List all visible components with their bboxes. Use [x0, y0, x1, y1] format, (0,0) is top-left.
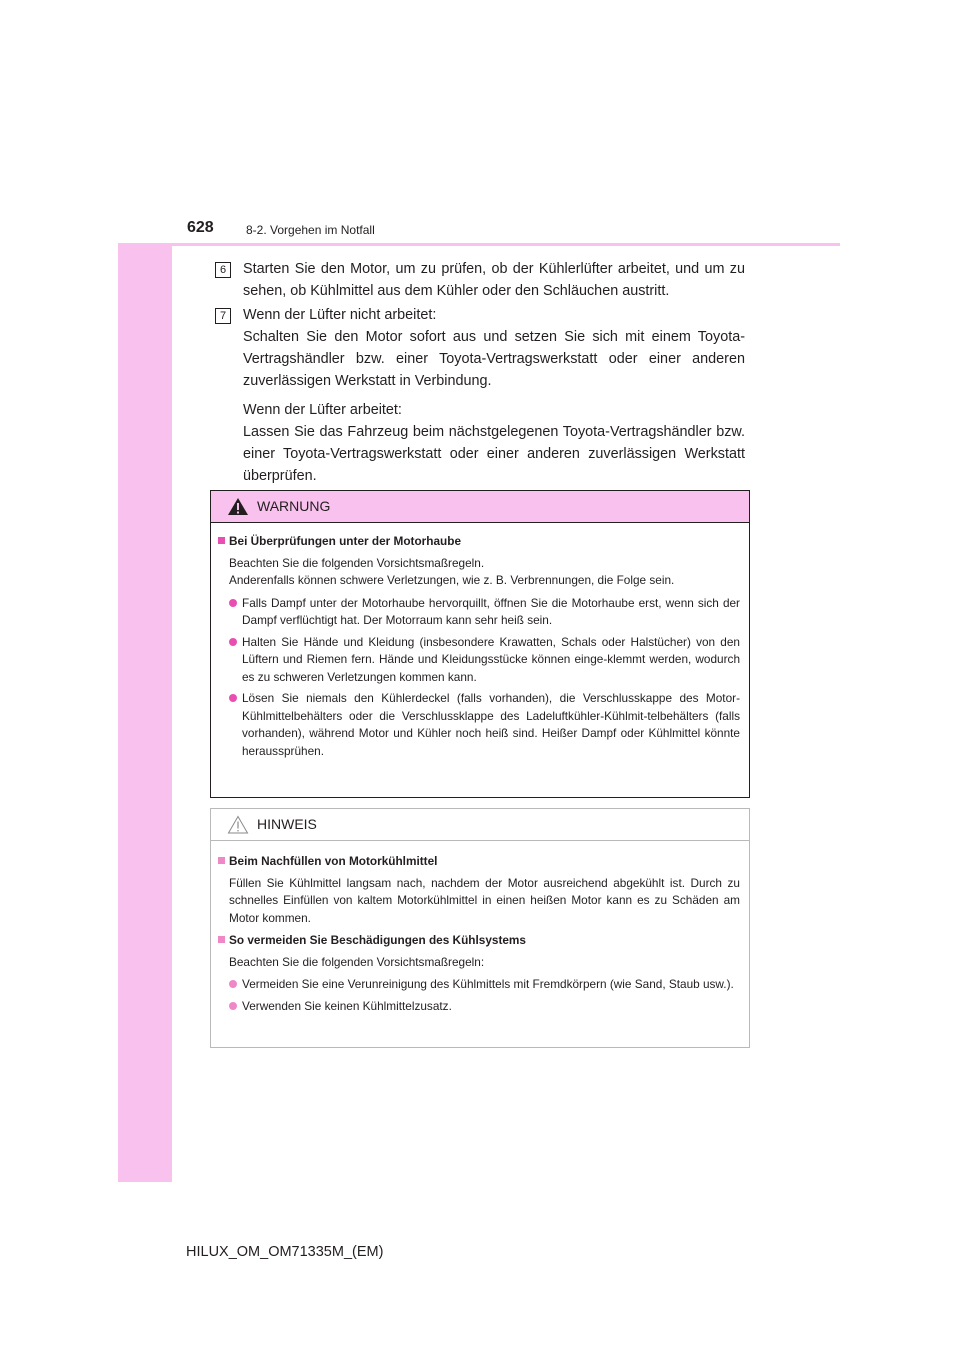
step-7-paragraph-fan-on: Wenn der Lüfter arbeitet: Lassen Sie das Fahrzeug beim nächstgelegenen Toyota-Vertragshändler bzw. einer Toyota-Vertragswerkstatt oder einer anderen zuverlässigen Werkstatt überprüfen. — [243, 402, 745, 484]
step-6-paragraph: Starten Sie den Motor, um zu prüfen, ob der Kühlerlüfter arbeitet, und um zu sehen, ob Kühlmittel aus dem Kühler oder den Schläuchen austritt. — [243, 261, 745, 299]
page-number: 628 — [187, 219, 214, 236]
notice-box-body — [211, 841, 749, 1015]
warning-box — [210, 490, 750, 798]
caution-outline-triangle-icon — [227, 815, 249, 834]
step-7-paragraph-fan-off: Wenn der Lüfter nicht arbeitet: Schalten Sie den Motor sofort aus und setzen Sie sich mit einem Toyota-Vertragshändler bzw. einer Toyota-Vertragswerkstatt oder einer anderen zuverlässigen Werkstatt in Verbindung. — [243, 307, 745, 389]
step-7-text — [243, 304, 745, 487]
header-area — [118, 176, 840, 244]
section-title: 8-2. Vorgehen im Notfall — [246, 223, 375, 237]
notice-subheading-refill: Beim Nachfüllen von Motorkühlmittel — [218, 853, 740, 871]
notice-damage-text: Beachten Sie die folgenden Vorsichtsmaßregeln: — [229, 954, 485, 969]
warning-box-header — [211, 491, 749, 523]
warning-intro: Beachten Sie die folgenden Vorsichtsmaßregeln. Anderenfalls können schwere Verletzungen, wie z. B. Verbrennungen, die Folge sein. — [229, 555, 675, 587]
step-6-text — [243, 258, 745, 302]
chapter-side-band — [118, 176, 172, 1182]
warning-bullet: Lösen Sie niemals den Kühlerdeckel (falls vorhanden), die Verschlusskappe des Motor-Kühlmittelbehälters oder die Verschlussklappe des Ladeluftkühler-Kühlmit-telbehälters (falls vorhanden), während Motor und Kühler noch heiß sind. Heißer Dampf oder Kühlmittel könnte heraussprühen. — [218, 690, 740, 760]
warning-box-body — [211, 523, 749, 760]
warning-triangle-icon — [227, 497, 249, 516]
warning-bullet: Falls Dampf unter der Motorhaube hervorquillt, öffnen Sie die Motorhaube erst, wenn sich der Dampf verflüchtigt hat. Der Motorraum kann sehr heiß sein. — [218, 595, 740, 630]
warning-box-title: WARNUNG — [257, 498, 331, 514]
warning-subheading: Bei Überprüfungen unter der Motorhaube — [218, 533, 740, 551]
notice-refill-text: Füllen Sie Kühlmittel langsam nach, nachdem der Motor ausreichend abgekühlt ist. Durch zu schnelles Einfüllen von kaltem Motorkühlmittel in einen heißen Motor kann es zu Schäden am Motor kommen. — [229, 875, 740, 925]
header-rule — [118, 243, 840, 246]
notice-subheading-damage: So vermeiden Sie Beschädigungen des Kühlsystems — [218, 932, 740, 950]
document-id-footer: HILUX_OM_OM71335M_(EM) — [186, 1244, 384, 1260]
step-number-7: 7 — [215, 308, 231, 324]
notice-box — [210, 808, 750, 1048]
notice-box-title: HINWEIS — [257, 816, 317, 832]
notice-bullet: Vermeiden Sie eine Verunreinigung des Kühlmittels mit Fremdkörpern (wie Sand, Staub usw.). — [218, 976, 740, 994]
notice-bullet: Verwenden Sie keinen Kühlmittelzusatz. — [218, 998, 740, 1016]
warning-bullet: Halten Sie Hände und Kleidung (insbesondere Krawatten, Schals oder Halstücher) von den Lüftern und Riemen fern. Hände und Kleidungsstücke können einge-klemmt werden, wodurch es zu schweren Verletzungen kommen kann. — [218, 634, 740, 687]
step-number-6: 6 — [215, 262, 231, 278]
notice-box-header — [211, 809, 749, 841]
